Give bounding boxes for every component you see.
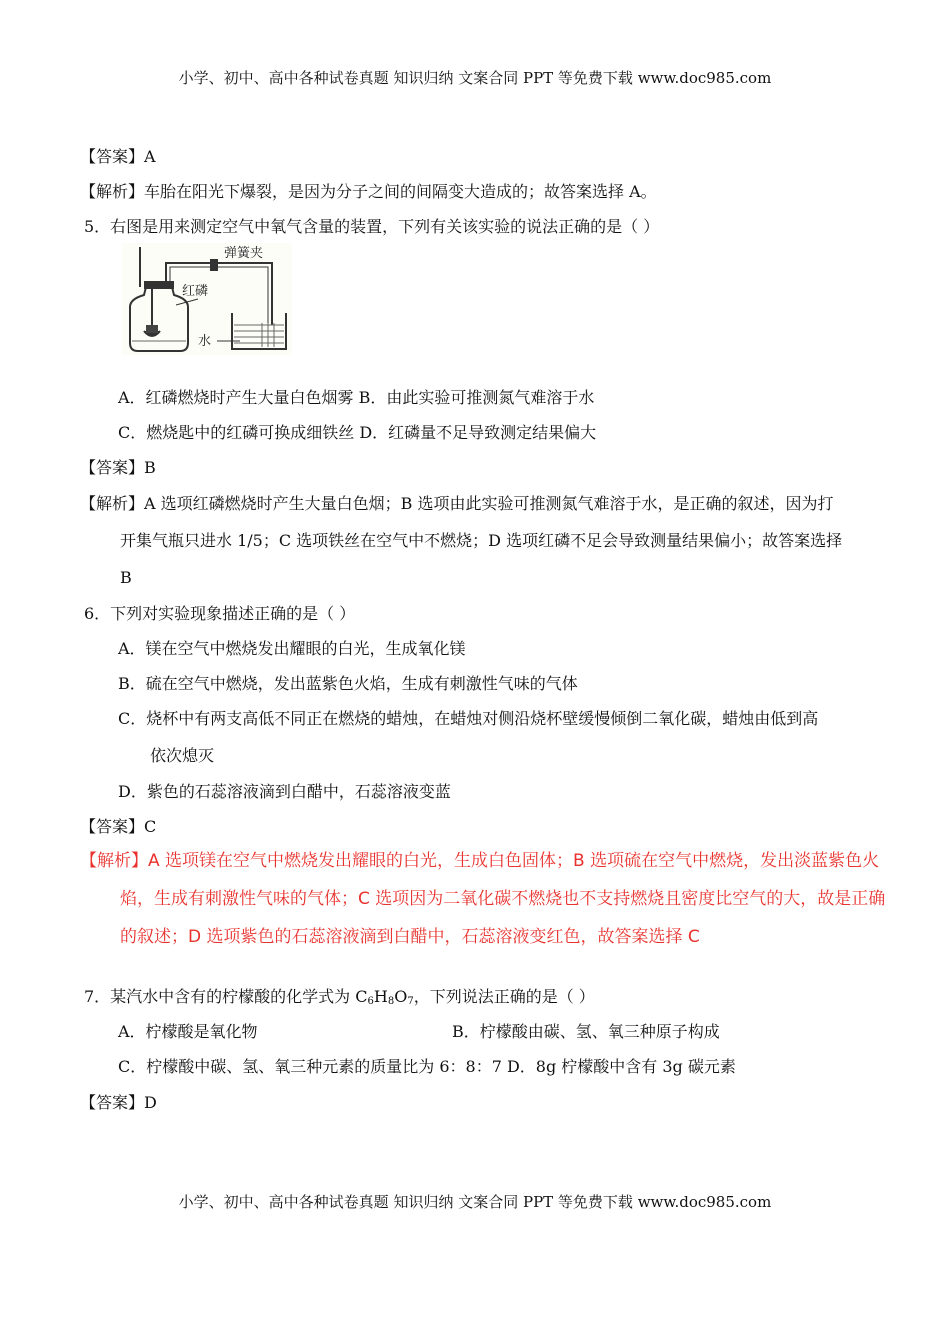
q6-analysis-line1: 【解析】A 选项镁在空气中燃烧发出耀眼的白光，生成白色固体；B 选项硫在空气中燃烧，发出淡蓝紫色火: [80, 851, 880, 871]
q6-option-c-line1: C．烧杯中有两支高低不同正在燃烧的蜡烛，在蜡烛对侧沿烧杯壁缓慢倾倒二氧化碳，蜡烛由低到高: [118, 709, 819, 728]
q7-option-a: A．柠檬酸是氧化物: [118, 1022, 258, 1041]
q6-option-b: B．硫在空气中燃烧，发出蓝紫色火焰，生成有刺激性气味的气体: [118, 674, 578, 693]
page-footer: 小学、初中、高中各种试卷真题 知识归纳 文案合同 PPT 等免费下载 www.doc985.com: [178, 1193, 772, 1211]
q4-analysis: 【解析】车胎在阳光下爆裂，是因为分子之间的间隔变大造成的；故答案选择 A。: [80, 182, 657, 201]
q5-stem: 5．右图是用来测定空气中氧气含量的装置，下列有关该实验的说法正确的是（ ）: [84, 217, 660, 236]
q7-answer: 【答案】D: [80, 1093, 157, 1112]
q5-analysis-line1: 【解析】A 选项红磷燃烧时产生大量白色烟；B 选项由此实验可推测氮气难溶于水，是正确的叙述，因为打: [80, 494, 834, 513]
q6-option-a: A．镁在空气中燃烧发出耀眼的白光，生成氧化镁: [118, 639, 466, 658]
q6-answer: 【答案】C: [80, 817, 157, 836]
q7-sub-6: 6: [367, 996, 374, 1007]
q7-options-cd: C．柠檬酸中碳、氢、氧三种元素的质量比为 6：8：7 D．8g 柠檬酸中含有 3g 碳元素: [118, 1057, 736, 1076]
apparatus-diagram: [122, 243, 292, 355]
q5-answer: 【答案】B: [80, 458, 156, 477]
q5-analysis-line2: 开集气瓶只进水 1/5；C 选项铁丝在空气中不燃烧；D 选项红磷不足会导致测量结果偏小；故答案选择: [120, 531, 843, 550]
label-water: 水: [198, 334, 212, 349]
q7-sub-7: 7: [407, 996, 414, 1007]
q7-stem-post: ，下列说法正确的是（ ）: [413, 987, 595, 1006]
experiment-apparatus-figure: [122, 243, 292, 355]
q6-stem: 6．下列对实验现象描述正确的是（ ）: [84, 604, 356, 623]
q7-option-b: B．柠檬酸由碳、氢、氧三种原子构成: [452, 1022, 720, 1041]
q6-analysis-line3: 的叙述；D 选项紫色的石蕊溶液滴到白醋中，石蕊溶液变红色，故答案选择 C: [120, 927, 700, 947]
stopper: [144, 281, 174, 289]
page-header: 小学、初中、高中各种试卷真题 知识归纳 文案合同 PPT 等免费下载 www.doc985.com: [178, 69, 772, 87]
q5-options-row2: C．燃烧匙中的红磷可换成细铁丝 D．红磷量不足导致测定结果偏大: [118, 423, 597, 442]
q6-option-d: D．紫色的石蕊溶液滴到白醋中，石蕊溶液变蓝: [118, 782, 451, 801]
q7-stem: [84, 987, 595, 1007]
label-red-phosphorus: 红磷: [182, 284, 209, 299]
q4-answer: 【答案】A: [80, 147, 156, 166]
spring-clip: [210, 259, 218, 271]
q5-options-row1: A．红磷燃烧时产生大量白色烟雾 B．由此实验可推测氮气难溶于水: [118, 388, 595, 407]
q7-stem-h: H: [373, 987, 388, 1006]
q6-analysis-line2: 焰，生成有刺激性气味的气体；C 选项因为二氧化碳不燃烧也不支持燃烧且密度比空气的大，故是正确: [120, 889, 886, 909]
label-spring-clip: 弹簧夹: [224, 246, 264, 261]
q7-stem-o: O: [394, 987, 408, 1006]
q7-sub-8: 8: [387, 996, 395, 1007]
q7-stem-pre: 7．某汽水中含有的柠檬酸的化学式为 C: [84, 987, 368, 1006]
q6-option-c-line2: 依次熄灭: [150, 746, 215, 765]
q5-analysis-line3: B: [120, 568, 132, 587]
